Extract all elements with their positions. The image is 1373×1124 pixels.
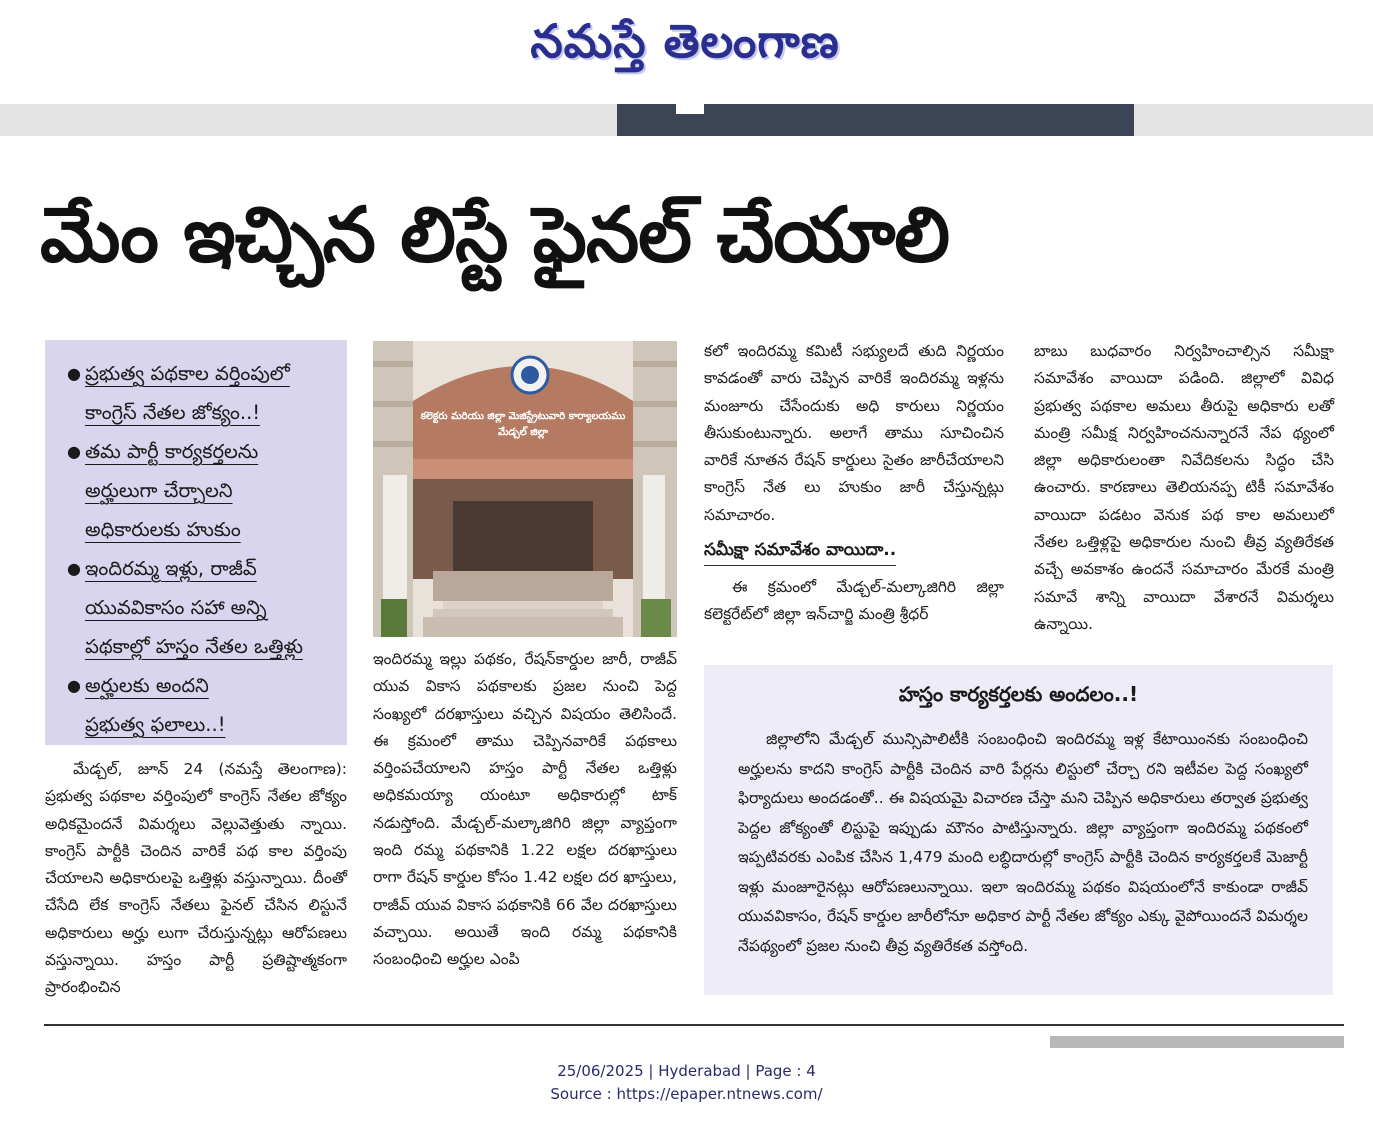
signboard-line: కలెక్టరు మరియు జిల్లా మెజిస్ట్రేటువారి కార్యాలయము <box>420 411 626 422</box>
article-column-2 <box>373 646 677 974</box>
building-illustration <box>373 341 677 637</box>
masthead <box>0 0 1373 100</box>
article-paragraph: ఈ క్రమంలో మేడ్చల్-మల్కాజిగిరి జిల్లా కలెక్టరేట్‌లో జిల్లా ఇన్‌చార్జి మంత్రి శ్రీధర్ <box>704 578 1004 624</box>
sidebar-story-box <box>704 665 1333 995</box>
highlight-line: అధికారులకు హుకుం <box>85 518 241 541</box>
headline: మేం ఇచ్చిన లిస్టే ఫైనల్ చేయాలి <box>40 190 950 279</box>
page-footer <box>0 1060 1373 1106</box>
footer-date-line: 25/06/2025 | Hyderabad | Page : 4 <box>557 1062 816 1080</box>
article-column-1 <box>45 756 347 1002</box>
article-paragraph: ఇందిరమ్మ ఇల్లు పథకం, రేషన్‌కార్డుల జారీ, రాజీవ్ యువ వికాస పథకాలకు ప్రజల నుంచి పెద్ద సంఖ్యలో దరఖాస్తులు వచ్చిన విషయం తెలిసిందే. ఈ క్రమంలో తాము చెప్పినవారికే పథకాలు వర్తింపచేయాలని హస్తం పార్టీ నేతల ఒత్తిళ్లు అధికమయ్యా యంటూ అధికారుల్లో టాక్ నడుస్తోంది. మేడ్చల్-మల్కాజిగిరి జిల్లా వ్యాప్తంగా ఇంది రమ్మ పథకానికి 1.22 లక్షల దరఖాస్తులు రాగా రేషన్ కార్డుల కోసం 1.42 లక్షల దర ఖాస్తులు, రాజీవ్ యువ వికాస పథకానికి 66 వేల దరఖాస్తులు వచ్చాయి. అయితే ఇంది రమ్మ పథకానికి సంబంధించి అర్హుల ఎంపి <box>373 650 677 969</box>
signboard-line: మేడ్చల్ జిల్లా <box>497 427 549 438</box>
next-headline-fragment <box>1050 1036 1344 1048</box>
highlight-line: కాంగ్రెస్ నేతల జోక్యం..! <box>85 401 261 424</box>
bullet-icon: ● <box>67 676 81 695</box>
highlight-line: ప్రభుత్వ పథకాల వర్తింపులో <box>85 362 290 385</box>
bullet-icon: ● <box>67 364 81 383</box>
section-band-mark <box>676 104 704 114</box>
article-column-3 <box>704 338 1004 629</box>
highlight-line: యువవికాసం సహా అన్ని <box>85 596 267 619</box>
page-divider <box>44 1024 1344 1026</box>
newspaper-logo: నమస్తే తెలంగాణ <box>530 14 840 68</box>
highlight-line: అర్హులుగా చేర్చాలని <box>85 479 233 502</box>
sidebar-story-title: హస్తం కార్యకర్తలకు అందలం..! <box>898 682 1139 706</box>
article-paragraph: కలో ఇందిరమ్మ కమిటీ సభ్యులదే తుది నిర్ణయం కావడంతో వారు చెప్పిన వారికే ఇందిరమ్మ ఇళ్లను మంజూరు చేసేందుకు అధి కారులు నిర్ణయం తీసుకుంటున్నారు. అలాగే తాము సూచించిన వారికే నూతన రేషన్ కార్డులు సైతం జారీచేయాలని కాంగ్రెస్ నేత లు హుకుం జారీ చేస్తున్నట్లు సమాచారం. <box>704 342 1004 524</box>
article-subhead: సమీక్షా సమావేశం వాయిదా.. <box>704 535 896 566</box>
footer-source-line: Source : https://epaper.ntnews.com/ <box>550 1085 823 1103</box>
highlight-line: ప్రభుత్వ ఫలాలు..! <box>85 713 226 736</box>
signboard <box>413 409 633 441</box>
highlights-box <box>45 340 347 745</box>
highlight-item <box>67 432 342 549</box>
article-paragraph: మేడ్చల్, జూన్ 24 (నమస్తే తెలంగాణ): ప్రభుత్వ పథకాల వర్తింపులో కాంగ్రెస్ నేతల జోక్యం అధికమైందనే విమర్శలు వెల్లువెత్తుతు న్నాయి. కాంగ్రెస్ పార్టీకి చెందిన వారికే పథ కాల వర్తింపు చేయాలని అధికారులపై ఒత్తిళ్లు వస్తున్నాయి. దీంతో చేసేది లేక కాంగ్రెస్ నేతలు ఫైనల్ చేసిన లిస్టునే అధికారులు అర్హు లుగా చేరుస్తున్నట్లు ఆరోపణలు వస్తున్నాయి. హస్తం పార్టీ ప్రతిష్టాత్మకంగా ప్రారంభించిన <box>45 760 347 997</box>
sidebar-story-body <box>738 725 1308 961</box>
sidebar-story-paragraph: జిల్లాలోని మేడ్చల్ మున్సిపాలిటీకి సంబంధించి ఇందిరమ్మ ఇళ్ల కేటాయింనకు సంబంధించి అర్హులను కాదని కాంగ్రెస్ పార్టీకి చెందిన వారి పేర్లను లిస్టులో చేర్చా రని ఇటీవల పెద్ద సంఖ్యలో ఫిర్యాదులు అందడంతో.. ఈ విషయమై విచారణ చేస్తా మని చెప్పిన అధికారులు తర్వాత ప్రభుత్వ పెద్దల జోక్యంతో లిస్టుపై ఇప్పుడు మౌనం పాటిస్తున్నారు. జిల్లా వ్యాప్తంగా ఇందిరమ్మ పథకంలో ఇప్పటివరకు ఎంపిక చేసిన 1,479 మంది లబ్ధిదారుల్లో కాంగ్రెస్ పార్టీకి చెందిన కార్యకర్తలకే మెజార్టీ ఇళ్లు మంజూరైనట్లు ఆరోపణలున్నాయి. ఇలా ఇందిరమ్మ పథకం విషయంలోనే కాకుండా రాజీవ్ యువవికాసం, రేషన్ కార్డుల జారీలోనూ అధికార పార్టీ నేతల జోక్యం ఎక్కు వైపోయిందనే విమర్శల నేపథ్యంలో ప్రజల నుంచి తీవ్ర వ్యతిరేకత వస్తోంది. <box>738 730 1308 955</box>
article-paragraph: బాబు బుధవారం నిర్వహించాల్సిన సమీక్షా సమావేశం వాయిదా పడింది. జిల్లాలో వివిధ ప్రభుత్వ పథకాల అమలు తీరుపై అధికారు లతో మంత్రి సమీక్ష నిర్వహించనున్నారనే నేప థ్యంలో జిల్లా అధికారులంతా నివేదికలను సిద్ధం చేసి ఉంచారు. కారణాలు తెలియనప్ప టికీ సమావేశం వాయిదా పడటం వెనుక పథ కాల అమలులో నేతల ఒత్తిళ్లపై అధికారుల నుంచి తీవ్ర వ్యతిరేకత వచ్చే అవకాశం ఉందనే సమాచారం మేరకే మంత్రి సమావే శాన్ని వాయిదా వేశారనే విమర్శలు ఉన్నాయి. <box>1034 342 1334 633</box>
bullet-icon: ● <box>67 442 81 461</box>
highlight-line: తమ పార్టీ కార్యకర్తలను <box>85 440 259 463</box>
highlight-item <box>67 354 342 432</box>
highlight-line: అర్హులకు అందని <box>85 674 209 697</box>
highlight-line: ఇందిరమ్మ ఇళ్లు, రాజీవ్ <box>85 557 257 580</box>
highlight-item <box>67 549 342 666</box>
highlight-item <box>67 666 342 744</box>
bullet-icon: ● <box>67 559 81 578</box>
article-column-4 <box>1034 338 1334 638</box>
collectorate-photo <box>373 341 677 637</box>
highlight-line: పథకాల్లో హస్తం నేతల ఒత్తిళ్లు <box>85 635 303 658</box>
